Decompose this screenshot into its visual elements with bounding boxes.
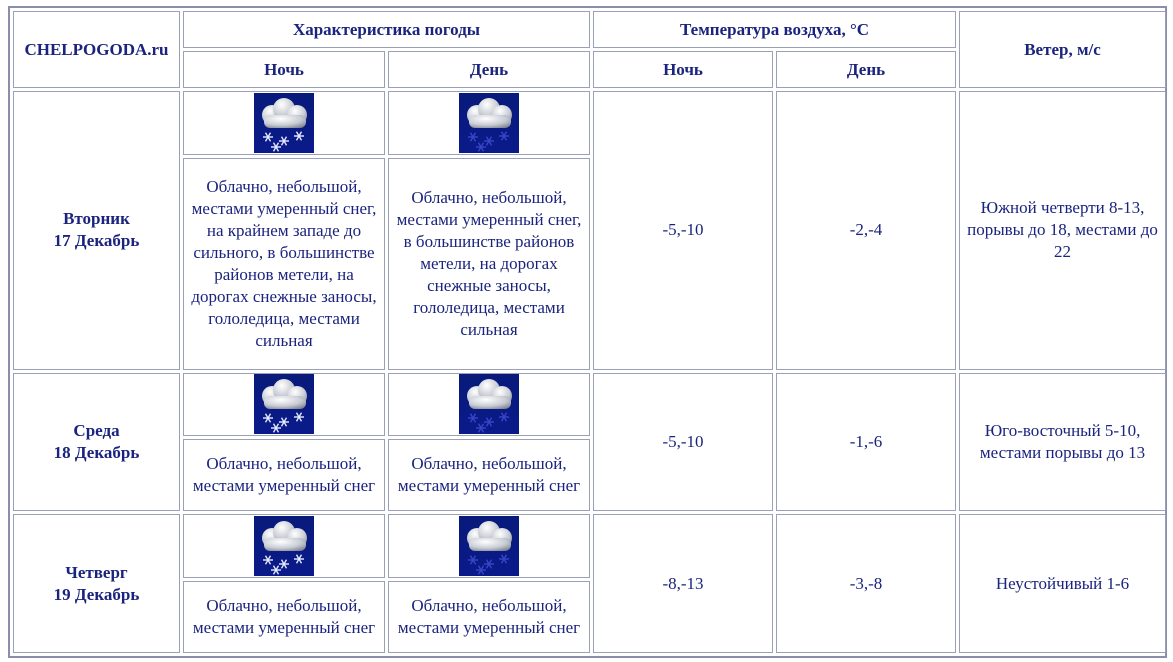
day-icon-cell [388,373,590,437]
wind: Юго-восточный 5-10, местами порывы до 13 [959,373,1166,512]
temp-day-header: День [776,51,956,88]
day-description: Облачно, небольшой, местами умеренный снег [388,439,590,511]
temp-header: Температура воздуха, °С [593,11,956,48]
day-label [13,373,180,512]
date: 19 Декабрь [53,584,140,604]
weather-night-header: Ночь [183,51,385,88]
day-snow-cloud-icon [459,93,519,153]
day-icon-cell [388,514,590,578]
day-description: Облачно, небольшой, местами умеренный снег, в большинстве районов метели, на дорогах снежные заносы, гололедица, местами сильная [388,158,590,370]
day-label [13,91,180,370]
temp-day: -2,-4 [776,91,956,370]
weekday: Вторник [63,209,130,229]
forecast-container [8,6,1167,658]
temp-day: -1,-6 [776,373,956,512]
weather-char-header: Характеристика погоды [183,11,590,48]
forecast-table [10,8,1169,656]
weather-day-header: День [388,51,590,88]
date: 18 Декабрь [53,442,140,462]
day-description: Облачно, небольшой, местами умеренный снег [388,581,590,653]
night-description: Облачно, небольшой, местами умеренный снег, на крайнем западе до сильного, в большинстве районов метели, на дорогах снежные заносы, гололедица, местами сильная [183,158,385,370]
wind: Южной четверти 8-13, порывы до 18, местами до 22 [959,91,1166,370]
night-icon-cell [183,91,385,155]
wind: Неустойчивый 1-6 [959,514,1166,653]
temp-night: -5,-10 [593,373,773,512]
night-snow-cloud-icon [254,516,314,576]
day-snow-cloud-icon [459,516,519,576]
night-icon-cell [183,373,385,437]
night-icon-cell [183,514,385,578]
temp-night: -5,-10 [593,91,773,370]
night-snow-cloud-icon [254,93,314,153]
day-icon-cell [388,91,590,155]
weekday: Четверг [65,562,128,582]
weekday: Среда [73,420,120,440]
site-name: CHELPOGODA.ru [13,11,180,88]
temp-night: -8,-13 [593,514,773,653]
date: 17 Декабрь [53,231,140,251]
night-snow-cloud-icon [254,374,314,434]
wind-header: Ветер, м/с [959,11,1166,88]
temp-night-header: Ночь [593,51,773,88]
night-description: Облачно, небольшой, местами умеренный снег [183,581,385,653]
night-description: Облачно, небольшой, местами умеренный снег [183,439,385,511]
day-label [13,514,180,653]
day-snow-cloud-icon [459,374,519,434]
temp-day: -3,-8 [776,514,956,653]
